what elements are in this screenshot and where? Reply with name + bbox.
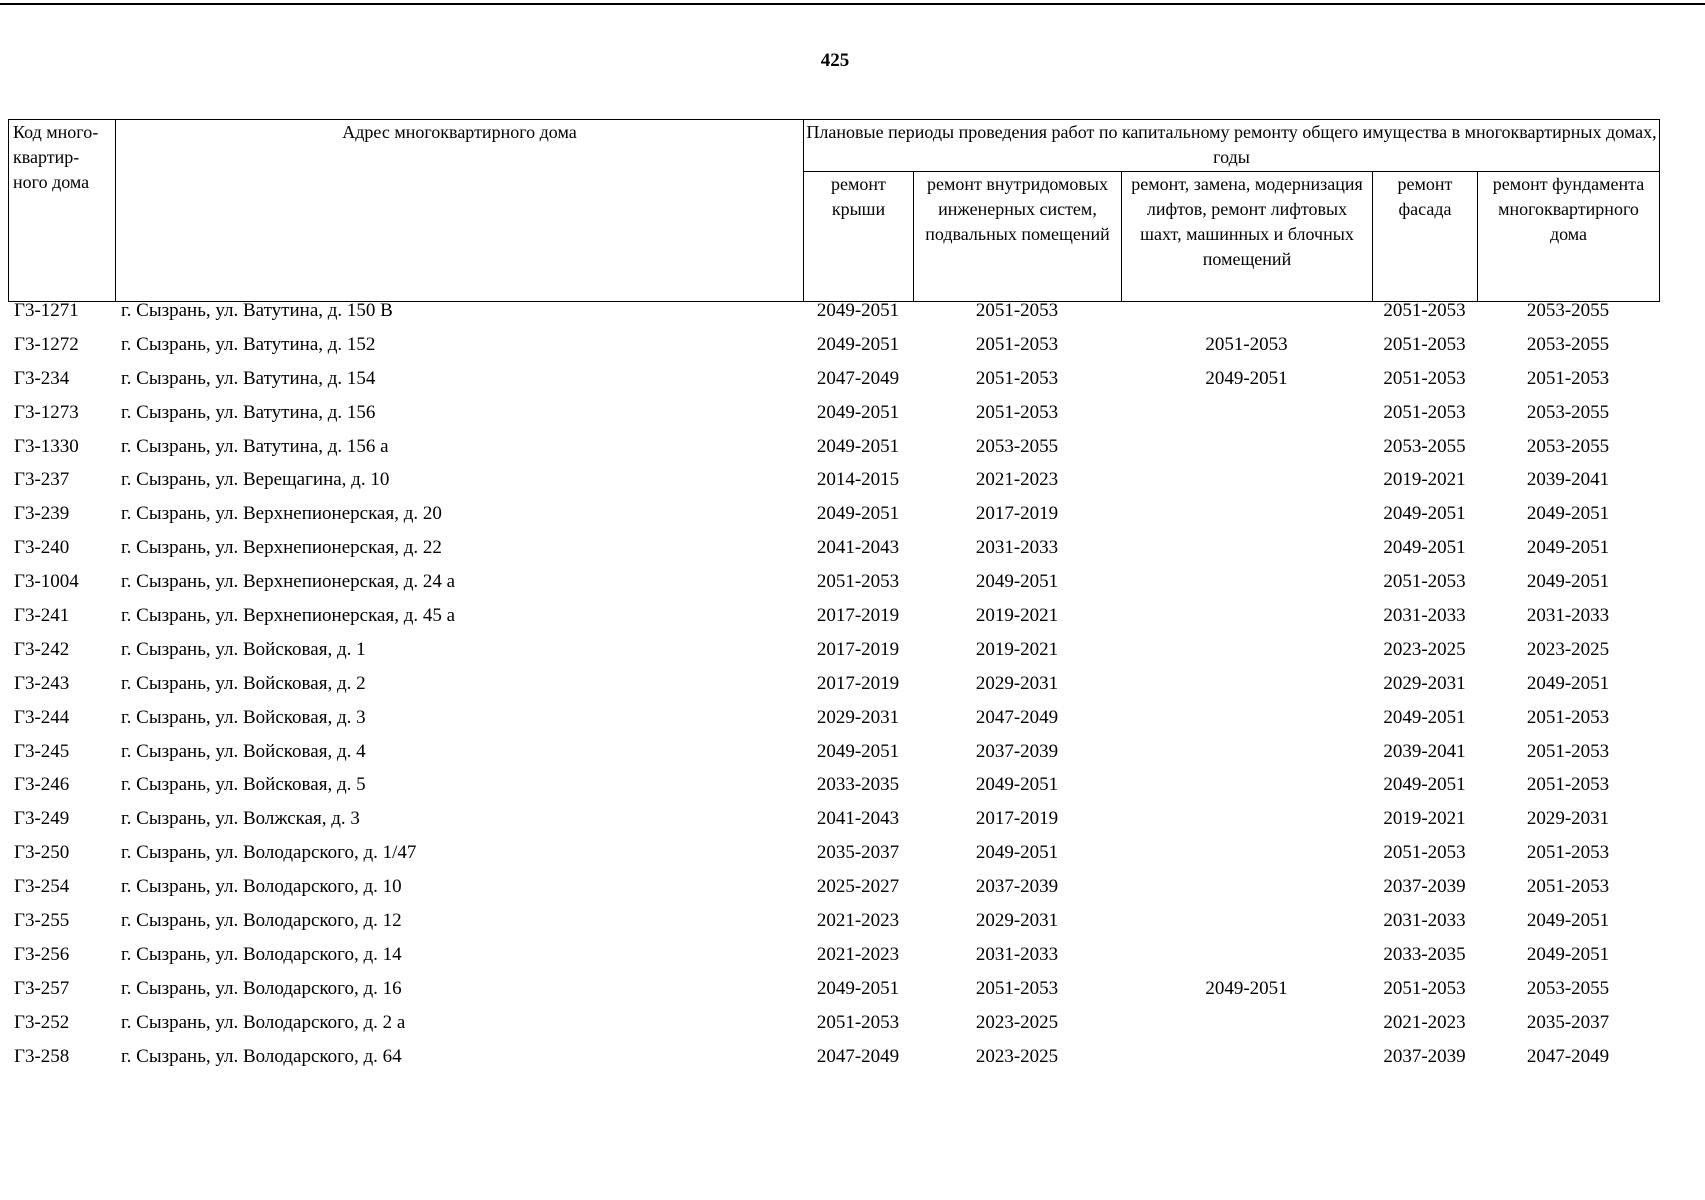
cell-engineering: 2047-2049 [975,706,1059,728]
cell-facade: 2019-2021 [1383,808,1466,830]
cell-code: Г3-245 [14,740,70,762]
cell-code: Г3-234 [14,367,70,389]
top-rule [0,3,1705,5]
cell-facade: 2031-2033 [1383,910,1466,932]
cell-roof: 2021-2023 [816,943,900,965]
cell-roof: 2017-2019 [816,672,900,694]
cell-address: г. Сызрань, ул. Верещагина, д. 10 [121,469,390,491]
table-row [8,469,1659,503]
table-header [8,119,1660,302]
cell-facade: 2023-2025 [1383,638,1466,660]
cell-facade: 2053-2055 [1383,435,1466,457]
cell-code: Г3-1271 [14,300,79,321]
cell-roof: 2035-2037 [816,842,900,864]
cell-roof: 2025-2027 [816,876,900,898]
cell-roof: 2049-2051 [816,333,900,355]
cell-address: г. Сызрань, ул. Володарского, д. 14 [121,943,402,965]
cell-elevators: 2049-2051 [1205,977,1288,999]
cell-engineering: 2023-2025 [975,1045,1059,1067]
cell-elevators [1121,402,1372,436]
cell-foundation: 2051-2053 [1526,740,1610,762]
cell-elevators [1121,741,1372,775]
cell-elevators [1121,605,1372,639]
cell-facade: 2049-2051 [1383,503,1466,525]
cell-engineering: 2049-2051 [975,774,1059,796]
cell-roof: 2049-2051 [816,977,900,999]
cell-engineering: 2029-2031 [975,910,1059,932]
cell-foundation: 2053-2055 [1526,300,1610,321]
table-row [8,944,1659,978]
cell-facade: 2051-2053 [1383,571,1466,593]
cell-engineering: 2049-2051 [975,842,1059,864]
cell-roof: 2051-2053 [816,1011,900,1033]
cell-foundation: 2049-2051 [1526,503,1610,525]
table-row [8,876,1659,910]
header-periods-group: Плановые периоды проведения работ по капитальному ремонту общего имущества в многоквартирных домах, годы [804,120,1660,172]
cell-facade: 2051-2053 [1383,977,1466,999]
cell-elevators [1121,944,1372,978]
cell-engineering: 2019-2021 [975,605,1059,627]
cell-code: Г3-1273 [14,401,79,423]
table-row [8,808,1659,842]
cell-roof: 2051-2053 [816,571,900,593]
cell-roof: 2049-2051 [816,401,900,423]
cell-facade: 2021-2023 [1383,1011,1466,1033]
table-row [8,707,1659,741]
table-row [8,571,1659,605]
cell-engineering: 2031-2033 [975,943,1059,965]
cell-roof: 2041-2043 [816,537,900,559]
cell-code: Г3-242 [14,638,70,660]
header-engineering: ремонт внутридомовых инженерных систем, подвальных помещений [914,172,1122,302]
cell-code: Г3-257 [14,977,70,999]
table-row [8,300,1659,334]
cell-code: Г3-241 [14,605,70,627]
cell-code: Г3-243 [14,672,70,694]
cell-engineering: 2051-2053 [975,401,1059,423]
cell-code: Г3-249 [14,808,70,830]
table-row [8,334,1659,368]
cell-code: Г3-258 [14,1045,70,1067]
cell-code: Г3-254 [14,876,70,898]
cell-code: Г3-1272 [14,333,79,355]
header-address: Адрес многоквартирного дома [116,120,804,302]
cell-elevators [1121,910,1372,944]
cell-facade: 2049-2051 [1383,774,1466,796]
cell-foundation: 2049-2051 [1526,571,1610,593]
cell-foundation: 2029-2031 [1526,808,1610,830]
cell-address: г. Сызрань, ул. Володарского, д. 10 [121,876,402,898]
cell-facade: 2037-2039 [1383,1045,1466,1067]
table-row [8,978,1659,1012]
cell-elevators [1121,1012,1372,1046]
cell-elevators [1121,707,1372,741]
table-row [8,842,1659,876]
cell-address: г. Сызрань, ул. Войсковая, д. 5 [121,774,366,796]
cell-elevators: 2049-2051 [1205,367,1288,389]
cell-address: г. Сызрань, ул. Ватутина, д. 150 В [121,300,393,321]
table-row [8,436,1659,470]
cell-engineering: 2051-2053 [975,300,1059,321]
cell-address: г. Сызрань, ул. Войсковая, д. 4 [121,740,366,762]
cell-facade: 2051-2053 [1383,367,1466,389]
cell-code: Г3-237 [14,469,70,491]
cell-foundation: 2049-2051 [1526,943,1610,965]
cell-elevators [1121,639,1372,673]
cell-facade: 2051-2053 [1383,300,1466,321]
cell-elevators [1121,537,1372,571]
cell-code: Г3-256 [14,943,70,965]
table-row [8,741,1659,775]
cell-foundation: 2053-2055 [1526,333,1610,355]
cell-roof: 2049-2051 [816,300,900,321]
cell-elevators [1121,503,1372,537]
cell-code: Г3-244 [14,706,70,728]
cell-facade: 2049-2051 [1383,706,1466,728]
table-row [8,673,1659,707]
table-row [8,910,1659,944]
cell-address: г. Сызрань, ул. Верхнепионерская, д. 24 а [121,571,456,593]
cell-foundation: 2051-2053 [1526,706,1610,728]
cell-address: г. Сызрань, ул. Ватутина, д. 152 [121,333,376,355]
cell-engineering: 2053-2055 [975,435,1059,457]
cell-roof: 2021-2023 [816,910,900,932]
cell-foundation: 2051-2053 [1526,876,1610,898]
cell-address: г. Сызрань, ул. Ватутина, д. 154 [121,367,376,389]
cell-code: Г3-250 [14,842,70,864]
cell-elevators [1121,808,1372,842]
header-elevators: ремонт, замена, модернизация лифтов, ремонт лифтовых шахт, машинных и блочных помещений [1122,172,1373,302]
cell-elevators [1121,436,1372,470]
cell-engineering: 2051-2053 [975,333,1059,355]
cell-foundation: 2039-2041 [1526,469,1610,491]
cell-foundation: 2049-2051 [1526,537,1610,559]
cell-roof: 2049-2051 [816,740,900,762]
cell-address: г. Сызрань, ул. Володарского, д. 12 [121,910,402,932]
cell-foundation: 2023-2025 [1526,638,1610,660]
cell-elevators [1121,842,1372,876]
cell-elevators: 2051-2053 [1205,333,1288,355]
cell-foundation: 2049-2051 [1526,672,1610,694]
table-body [8,300,1659,1079]
header-code: Код много-квартир-ного дома [9,120,116,302]
cell-roof: 2014-2015 [816,469,900,491]
cell-engineering: 2051-2053 [975,367,1059,389]
cell-facade: 2033-2035 [1383,943,1466,965]
cell-code: Г3-246 [14,774,70,796]
table-row [8,368,1659,402]
cell-engineering: 2037-2039 [975,740,1059,762]
cell-roof: 2033-2035 [816,774,900,796]
cell-address: г. Сызрань, ул. Ватутина, д. 156 [121,401,376,423]
cell-engineering: 2017-2019 [975,503,1059,525]
cell-foundation: 2031-2033 [1526,605,1610,627]
cell-address: г. Сызрань, ул. Волжская, д. 3 [121,808,360,830]
cell-engineering: 2037-2039 [975,876,1059,898]
cell-facade: 2051-2053 [1383,401,1466,423]
cell-elevators [1121,876,1372,910]
cell-elevators [1121,1046,1372,1080]
cell-roof: 2029-2031 [816,706,900,728]
header-roof: ремонт крыши [804,172,914,302]
cell-address: г. Сызрань, ул. Верхнепионерская, д. 45 а [121,605,456,627]
cell-address: г. Сызрань, ул. Войсковая, д. 2 [121,672,366,694]
cell-foundation: 2051-2053 [1526,367,1610,389]
header-facade: ремонт фасада [1373,172,1478,302]
cell-engineering: 2021-2023 [975,469,1059,491]
cell-elevators [1121,571,1372,605]
cell-code: Г3-1004 [14,571,79,593]
cell-roof: 2041-2043 [816,808,900,830]
cell-engineering: 2023-2025 [975,1011,1059,1033]
cell-address: г. Сызрань, ул. Володарского, д. 64 [121,1045,402,1067]
cell-facade: 2037-2039 [1383,876,1466,898]
cell-code: Г3-239 [14,503,70,525]
table-row [8,402,1659,436]
cell-elevators [1121,774,1372,808]
cell-elevators [1121,300,1372,334]
cell-roof: 2047-2049 [816,1045,900,1067]
cell-foundation: 2053-2055 [1526,977,1610,999]
cell-engineering: 2051-2053 [975,977,1059,999]
cell-roof: 2047-2049 [816,367,900,389]
cell-elevators [1121,673,1372,707]
table-row [8,1012,1659,1046]
cell-foundation: 2053-2055 [1526,435,1610,457]
table-row [8,1046,1659,1080]
cell-code: Г3-1330 [14,435,79,457]
cell-address: г. Сызрань, ул. Войсковая, д. 1 [121,638,366,660]
cell-facade: 2051-2053 [1383,333,1466,355]
cell-address: г. Сызрань, ул. Ватутина, д. 156 а [121,435,389,457]
cell-roof: 2049-2051 [816,503,900,525]
cell-engineering: 2029-2031 [975,672,1059,694]
cell-facade: 2019-2021 [1383,469,1466,491]
cell-address: г. Сызрань, ул. Володарского, д. 2 а [121,1011,406,1033]
cell-roof: 2017-2019 [816,605,900,627]
cell-address: г. Сызрань, ул. Войсковая, д. 3 [121,706,366,728]
cell-address: г. Сызрань, ул. Верхнепионерская, д. 20 [121,503,442,525]
cell-code: Г3-255 [14,910,70,932]
cell-foundation: 2049-2051 [1526,910,1610,932]
table-row [8,774,1659,808]
page-number: 425 [820,50,850,71]
table-row [8,639,1659,673]
cell-foundation: 2051-2053 [1526,774,1610,796]
cell-foundation: 2051-2053 [1526,842,1610,864]
cell-code: Г3-252 [14,1011,70,1033]
cell-engineering: 2017-2019 [975,808,1059,830]
cell-elevators [1121,469,1372,503]
cell-foundation: 2053-2055 [1526,401,1610,423]
cell-code: Г3-240 [14,537,70,559]
cell-address: г. Сызрань, ул. Верхнепионерская, д. 22 [121,537,442,559]
cell-facade: 2051-2053 [1383,842,1466,864]
table-row [8,537,1659,571]
cell-engineering: 2049-2051 [975,571,1059,593]
cell-engineering: 2031-2033 [975,537,1059,559]
cell-engineering: 2019-2021 [975,638,1059,660]
table-row [8,503,1659,537]
cell-address: г. Сызрань, ул. Володарского, д. 16 [121,977,402,999]
cell-roof: 2049-2051 [816,435,900,457]
cell-facade: 2029-2031 [1383,672,1466,694]
cell-facade: 2031-2033 [1383,605,1466,627]
header-foundation: ремонт фундамента многоквартирного дома [1478,172,1660,302]
cell-address: г. Сызрань, ул. Володарского, д. 1/47 [121,842,417,864]
cell-roof: 2017-2019 [816,638,900,660]
cell-foundation: 2035-2037 [1526,1011,1610,1033]
cell-facade: 2039-2041 [1383,740,1466,762]
cell-facade: 2049-2051 [1383,537,1466,559]
cell-foundation: 2047-2049 [1526,1045,1610,1067]
table-row [8,605,1659,639]
